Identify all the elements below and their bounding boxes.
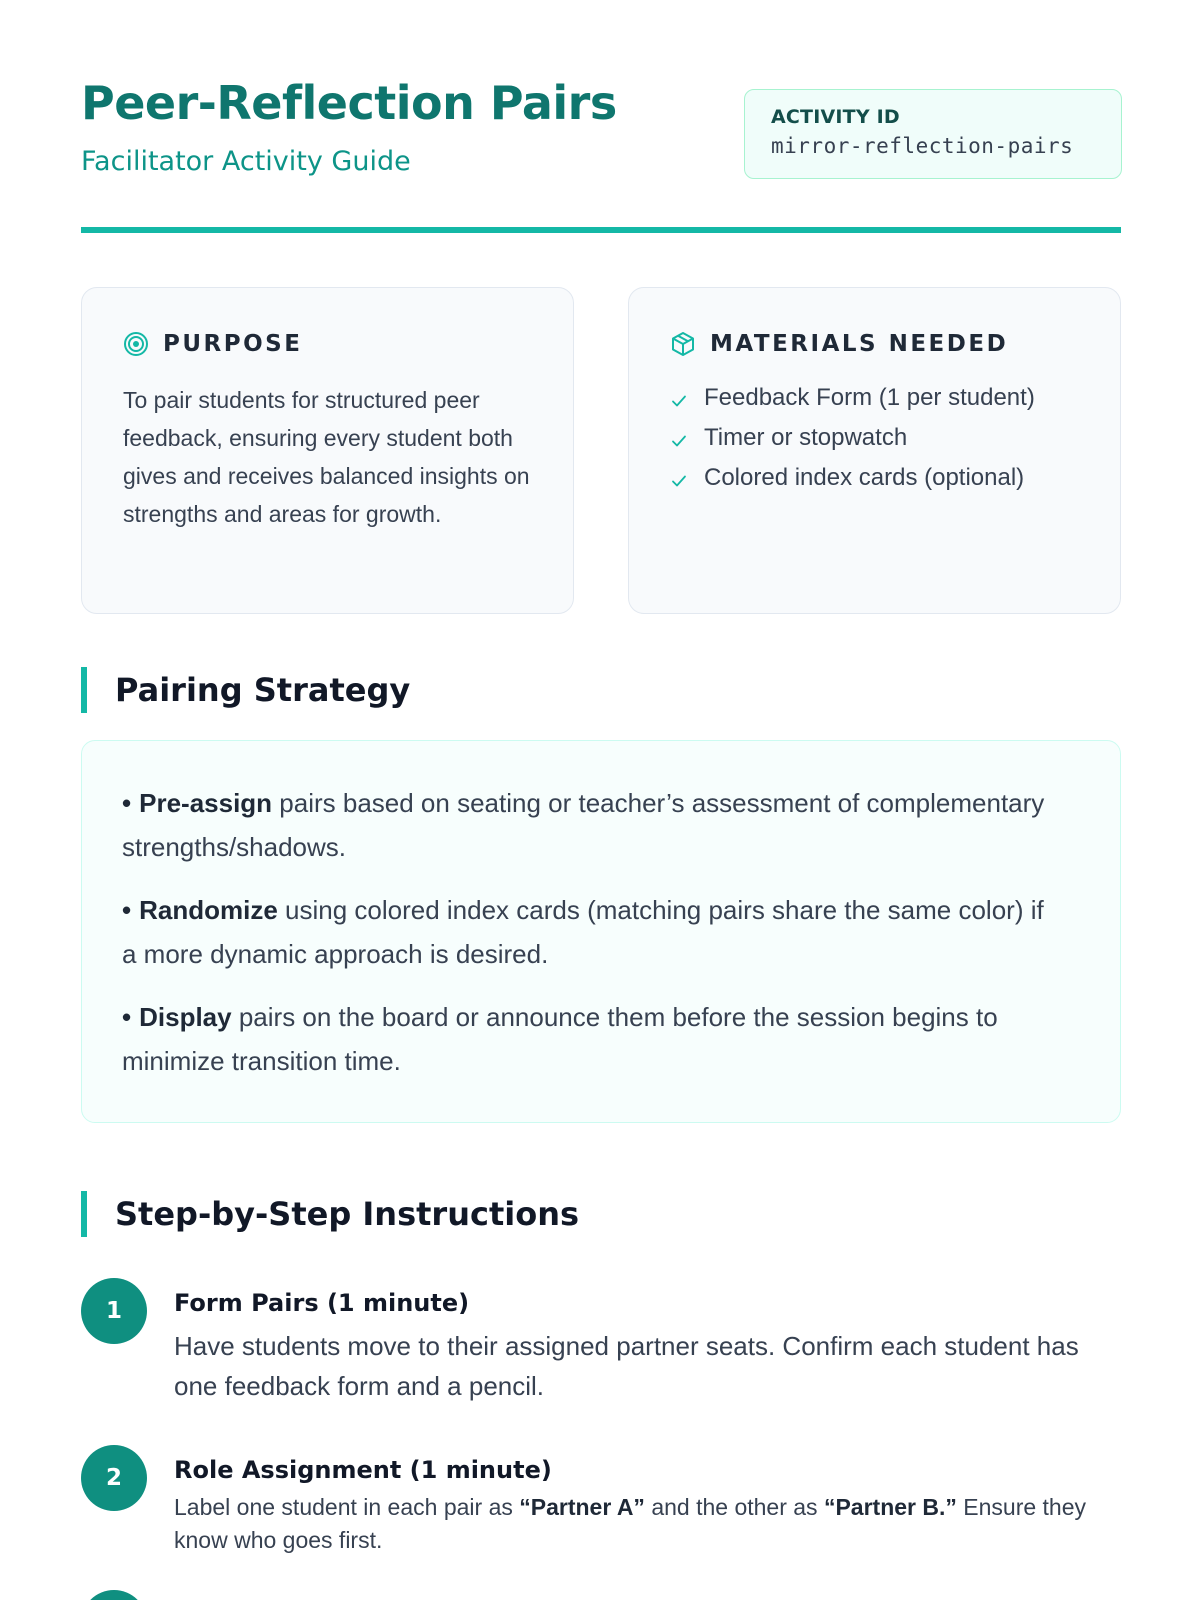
partner-a-label: “Partner A” [519, 1494, 645, 1520]
step-text: Label one student in each pair as [174, 1494, 520, 1520]
partner-b-label: “Partner B.” [823, 1494, 957, 1520]
list-item [122, 781, 1062, 869]
step-description: Have students move to their assigned partner seats. Confirm each student has one feedback form and a pencil. [174, 1331, 1079, 1401]
section-title: Pairing Strategy [115, 671, 411, 709]
purpose-title: PURPOSE [163, 331, 303, 357]
list-item [670, 378, 1035, 418]
activity-id-box [744, 89, 1122, 179]
strategy-text: pairs based on seating or teacher’s assessment of complementary strengths/shadows. [122, 788, 1045, 862]
check-icon [670, 429, 688, 447]
bullet: • [122, 788, 132, 818]
materials-card [628, 287, 1121, 614]
step-title: Form Pairs (1 minute) [174, 1289, 470, 1317]
page-subtitle: Facilitator Activity Guide [81, 146, 411, 177]
purpose-text: To pair students for structured peer feedback, ensuring every student both gives and receives balanced insights on strengths and areas for growth. [123, 387, 530, 527]
check-icon [670, 469, 688, 487]
material-item-label: Colored index cards (optional) [704, 464, 1025, 491]
materials-card-header [670, 331, 1008, 357]
purpose-card-header [123, 331, 302, 357]
materials-list [670, 378, 1035, 498]
activity-id-value: mirror-reflection-pairs [771, 134, 1074, 158]
check-icon [670, 389, 688, 407]
page-title: Peer-Reflection Pairs [81, 76, 617, 130]
strategy-text: using colored index cards (matching pairs share the same color) if a more dynamic approach is desired. [122, 895, 1044, 969]
list-item [122, 888, 1062, 976]
list-item [122, 995, 1062, 1083]
activity-id-label: ACTIVITY ID [771, 106, 900, 128]
pairing-strategy-box [81, 740, 1121, 1123]
strategy-keyword: Display [139, 1002, 232, 1032]
section-title: Step-by-Step Instructions [115, 1195, 580, 1233]
material-item-label: Feedback Form (1 per student) [704, 384, 1035, 411]
materials-title: MATERIALS NEEDED [710, 331, 1009, 357]
header-divider [81, 227, 1121, 233]
target-icon [123, 331, 149, 357]
strategy-keyword: Pre-assign [139, 788, 273, 818]
list-item [670, 458, 1035, 498]
bullet: • [122, 1002, 132, 1032]
purpose-card [81, 287, 574, 614]
strategy-text: pairs on the board or announce them before the session begins to minimize transition time. [122, 1002, 998, 1076]
pairing-section-header [81, 667, 410, 713]
step-text: Ensure they know who goes first. [174, 1494, 1087, 1553]
step-title: Role Assignment (1 minute) [174, 1456, 552, 1484]
material-item-label: Timer or stopwatch [704, 424, 908, 451]
strategy-keyword: Randomize [139, 895, 278, 925]
step-number-badge-partial [81, 1590, 147, 1600]
instructions-section-header [81, 1191, 579, 1237]
step-text: and the other as [644, 1494, 824, 1520]
list-item [670, 418, 1035, 458]
box-icon [670, 331, 696, 357]
step-number-badge: 1 [81, 1278, 147, 1344]
step-number-badge: 2 [81, 1445, 147, 1511]
bullet: • [122, 895, 132, 925]
page-header [81, 76, 1121, 236]
step-description [174, 1491, 1114, 1557]
